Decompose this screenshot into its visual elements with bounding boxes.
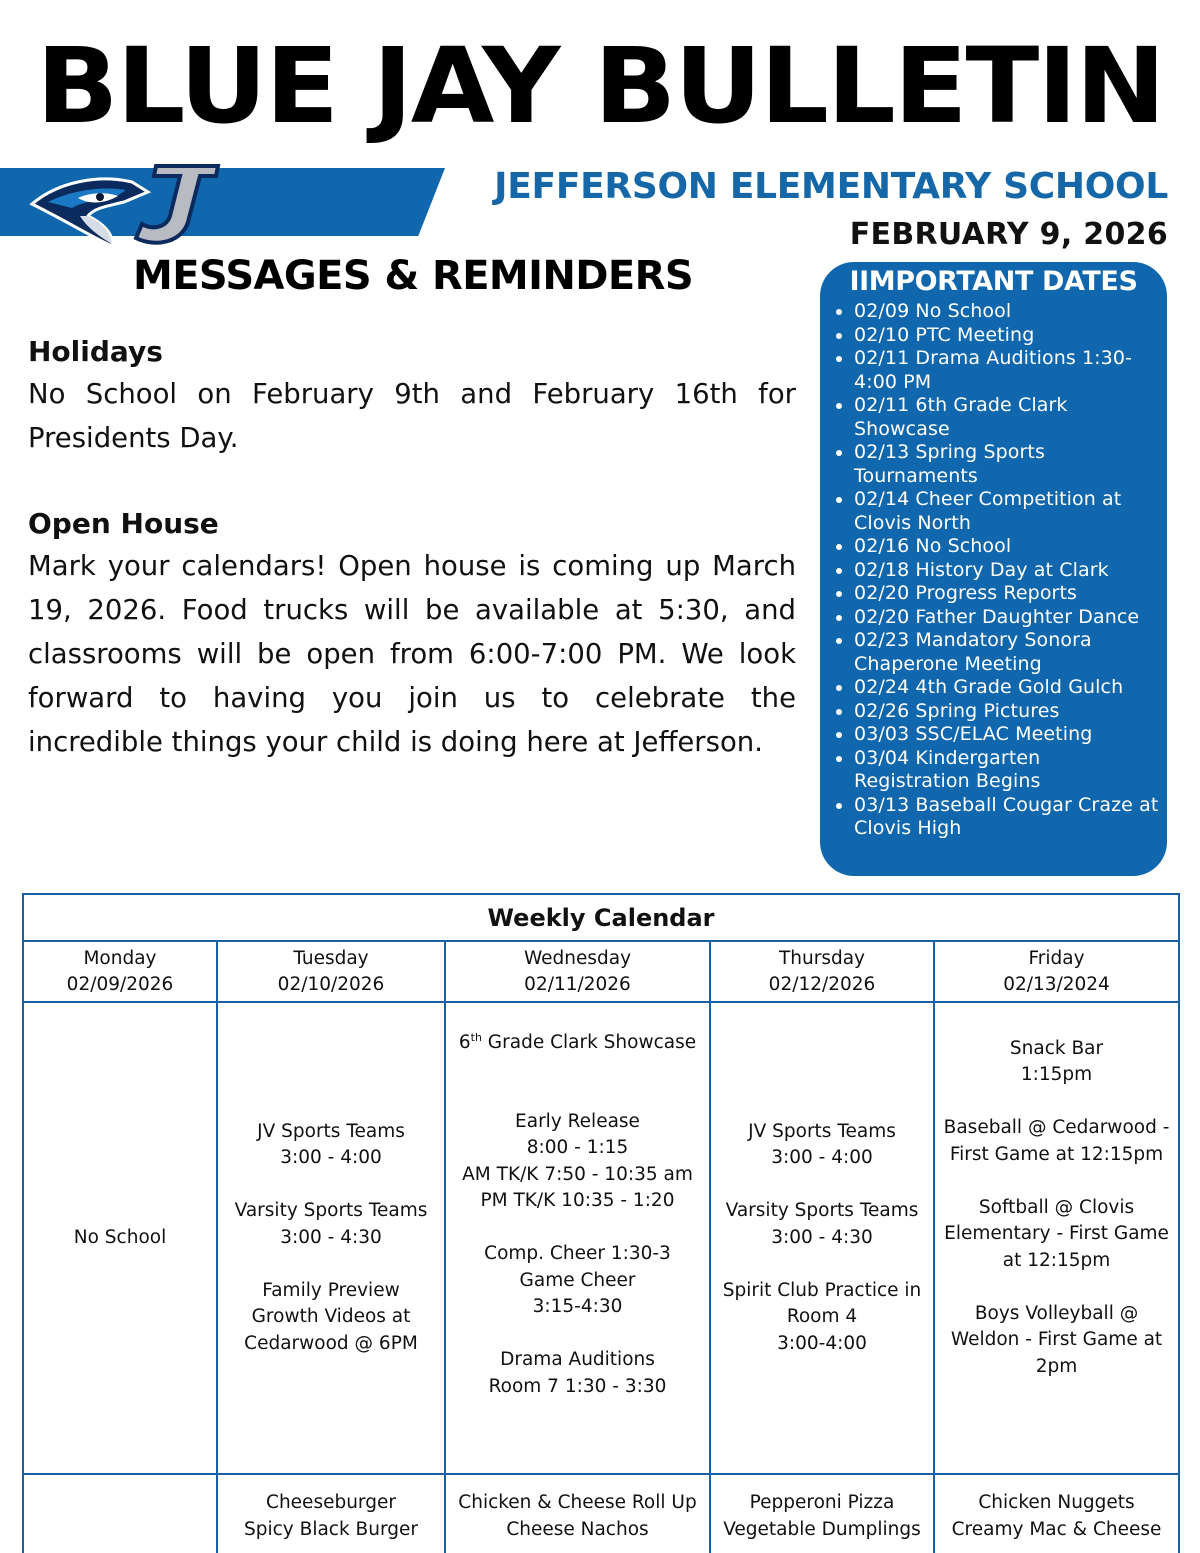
messages-section-title: MESSAGES & REMINDERS: [133, 253, 694, 299]
bulletin-title: BLUE JAY BULLETIN: [36, 25, 1164, 147]
date-item: 02/20 Father Daughter Dance: [834, 606, 1161, 630]
day-header-tuesday: [217, 941, 445, 1002]
day-date: 02/13/2024: [1003, 973, 1110, 995]
day-name: Wednesday: [523, 947, 632, 969]
lunch-monday: [23, 1474, 217, 1553]
important-dates-panel: [820, 262, 1167, 876]
date-item: 02/14 Cheer Competition at Clovis North: [834, 488, 1161, 535]
date-item: 02/24 4th Grade Gold Gulch: [834, 676, 1161, 700]
school-name: JEFFERSON ELEMENTARY SCHOOL: [494, 166, 1168, 207]
important-dates-list: [834, 300, 1161, 841]
calendar-title: Weekly Calendar: [23, 894, 1179, 941]
day-header-friday: [934, 941, 1179, 1002]
date-item: 02/26 Spring Pictures: [834, 700, 1161, 724]
date-item: 02/20 Progress Reports: [834, 582, 1161, 606]
day-header-monday: [23, 941, 217, 1002]
date-item: 03/03 SSC/ELAC Meeting: [834, 723, 1161, 747]
date-item: 02/23 Mandatory Sonora Chaperone Meeting: [834, 629, 1161, 676]
events-monday: No School: [23, 1002, 217, 1474]
date-item: 02/10 PTC Meeting: [834, 324, 1161, 348]
open-house-body: Mark your calendars! Open house is coming up March 19, 2026. Food trucks will be available at 5:30, and classrooms will be open from 6:00-7:00 PM. We look forward to having you join us to celebrate the incredible things your child is doing here at Jefferson.: [28, 550, 796, 758]
events-wednesday: Early Release 8:00 - 1:15 AM TK/K 7:50 - 10:35 am PM TK/K 10:35 - 1:20 Comp. Cheer 1:30-3 Game Cheer 3:15-4:30 Drama Auditions Room 7 1:30 - 3:30: [462, 1110, 693, 1397]
day-header-wednesday: [445, 941, 710, 1002]
open-house-message: [28, 504, 796, 764]
lunch-thursday: Pepperoni Pizza Vegetable Dumplings: [710, 1474, 934, 1553]
date-item: 02/09 No School: [834, 300, 1161, 324]
events-tuesday: JV Sports Teams 3:00 - 4:00 Varsity Sports Teams 3:00 - 4:30 Family Preview Growth Videos at Cedarwood @ 6PM: [217, 1002, 445, 1474]
events-friday: Snack Bar 1:15pm Baseball @ Cedarwood - First Game at 12:15pm Softball @ Clovis Elementary - First Game at 12:15pm Boys Volleyball @ Weldon - First Game at 2pm: [934, 1002, 1179, 1474]
weekly-calendar: [22, 893, 1180, 1553]
wednesday-grade-suffix: th: [470, 1030, 482, 1044]
holidays-message: [28, 332, 796, 460]
important-dates-title: IIMPORTANT DATES: [849, 266, 1138, 297]
date-item: 03/04 Kindergarten Registration Begins: [834, 747, 1161, 794]
day-name: Thursday: [778, 947, 866, 969]
lunch-friday: Chicken Nuggets Creamy Mac & Cheese: [934, 1474, 1179, 1553]
day-header-thursday: [710, 941, 934, 1002]
wednesday-showcase: [448, 1030, 707, 1057]
date-item: 03/13 Baseball Cougar Craze at Clovis High: [834, 794, 1161, 841]
events-thursday: JV Sports Teams 3:00 - 4:00 Varsity Sports Teams 3:00 - 4:30 Spirit Club Practice in Room 4 3:00-4:00: [710, 1002, 934, 1474]
wednesday-grade-number: 6: [458, 1031, 471, 1053]
lunch-tuesday: Cheeseburger Spicy Black Burger: [217, 1474, 445, 1553]
date-item: 02/11 Drama Auditions 1:30-4:00 PM: [834, 347, 1161, 394]
holidays-heading: Holidays: [28, 335, 163, 368]
date-item: 02/13 Spring Sports Tournaments: [834, 441, 1161, 488]
open-house-heading: Open House: [28, 507, 219, 540]
day-name: Monday: [83, 947, 157, 969]
day-date: 02/09/2026: [66, 973, 174, 995]
events-wednesday-cell: [445, 1002, 710, 1474]
date-item: 02/18 History Day at Clark: [834, 559, 1161, 583]
issue-date: FEBRUARY 9, 2026: [849, 217, 1168, 252]
lunch-wednesday: Chicken & Cheese Roll Up Cheese Nachos: [445, 1474, 710, 1553]
wednesday-showcase-text: Grade Clark Showcase: [481, 1031, 697, 1053]
date-item: 02/16 No School: [834, 535, 1161, 559]
day-date: 02/10/2026: [277, 973, 385, 995]
day-name: Tuesday: [293, 947, 369, 969]
day-date: 02/12/2026: [768, 973, 876, 995]
blue-jay-logo-icon: [28, 152, 238, 252]
date-item: 02/11 6th Grade Clark Showcase: [834, 394, 1161, 441]
messages-section: [28, 332, 796, 764]
holidays-body: No School on February 9th and February 16th for Presidents Day.: [28, 378, 796, 454]
day-date: 02/11/2026: [524, 973, 631, 995]
day-name: Friday: [1028, 947, 1085, 969]
